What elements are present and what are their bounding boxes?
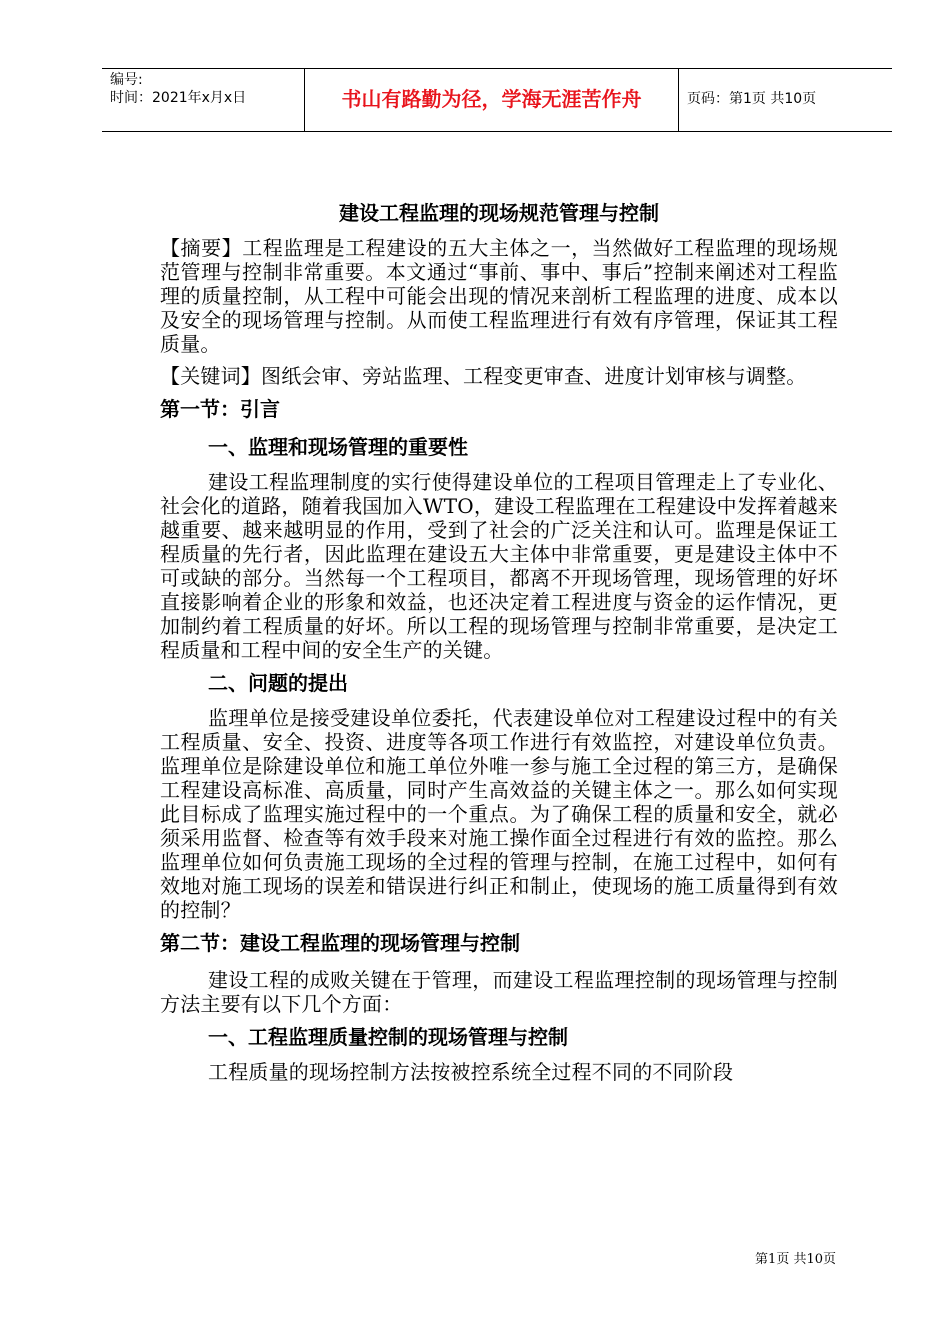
- paragraph-1-2: 监理单位是接受建设单位委托，代表建设单位对工程建设过程中的有关工程质量、安全、投资、进度等各项工作进行有效监控，对建设单位负责。监理单位是除建设单位和施工单位外唯一参与施工全过程的第三方，是确保工程建设高标准、高质量，同时产生高效益的关键主体之一。那么如何实现此目标成了监理实施过程中的一个重点。为了确保工程的质量和安全，就必须采用监督、检查等有效手段来对施工操作面全过程进行有效的监控。那么监理单位如何负责施工现场的全过程的管理与控制，在施工过程中，如何有效地对施工现场的误差和错误进行纠正和制止，使现场的施工质量得到有效的控制？: [160, 706, 838, 922]
- abstract-paragraph: 【摘要】工程监理是工程建设的五大主体之一，当然做好工程监理的现场规范管理与控制非常重要。本文通过“事前、事中、事后”控制来阐述对工程监理的质量控制，从工程中可能会出现的情况来剖析工程监理的进度、成本以及安全的现场管理与控制。从而使工程监理进行有效有序管理，保证其工程质量。: [160, 236, 838, 356]
- header-motto-cell: [305, 69, 679, 131]
- paragraph-1-1: 建设工程监理制度的实行使得建设单位的工程项目管理走上了专业化、社会化的道路，随着我国加入WTO，建设工程监理在工程建设中发挥着越来越重要、越来越明显的作用，受到了社会的广泛关注和认可。监理是保证工程质量的先行者，因此监理在建设五大主体中非常重要，更是建设主体中不可或缺的部分。当然每一个工程项目，都离不开现场管理，现场管理的好坏直接影响着企业的形象和效益，也还决定着工程进度与资金的运作情况，更加制约着工程质量的好坏。所以工程的现场管理与控制非常重要，是决定工程质量和工程中间的安全生产的关键。: [160, 470, 838, 662]
- motto-text: 书山有路勤为径，学海无涯苦作舟: [341, 87, 642, 111]
- paragraph-2-2: 工程质量的现场控制方法按被控系统全过程不同的不同阶段: [208, 1060, 734, 1084]
- section-1-heading: 第一节：引言: [160, 397, 280, 421]
- keywords-paragraph: 【关键词】图纸会审、旁站监理、工程变更审查、进度计划审核与调整。: [160, 364, 807, 388]
- document-title: 建设工程监理的现场规范管理与控制: [339, 201, 659, 225]
- paragraph-2-1: 建设工程的成败关键在于管理，而建设工程监理控制的现场管理与控制方法主要有以下几个方面：: [160, 968, 838, 1016]
- footer-page-number: 第1页 共10页: [755, 1252, 836, 1267]
- subsection-1-2-heading: 二、问题的提出: [208, 671, 348, 695]
- header-page-cell: [679, 69, 892, 131]
- number-label: 编号:: [110, 72, 143, 88]
- header-page-label: 页码：第1页 共10页: [687, 91, 817, 107]
- section-2-heading: 第二节：建设工程监理的现场管理与控制: [160, 931, 520, 955]
- subsection-2-1-heading: 一、工程监理质量控制的现场管理与控制: [208, 1025, 568, 1049]
- time-label: 时间：2021年x月x日: [110, 90, 247, 106]
- header-table: [102, 68, 892, 132]
- document-body: [160, 200, 838, 1092]
- subsection-1-1-heading: 一、监理和现场管理的重要性: [208, 435, 468, 459]
- header-info-cell: [102, 69, 305, 131]
